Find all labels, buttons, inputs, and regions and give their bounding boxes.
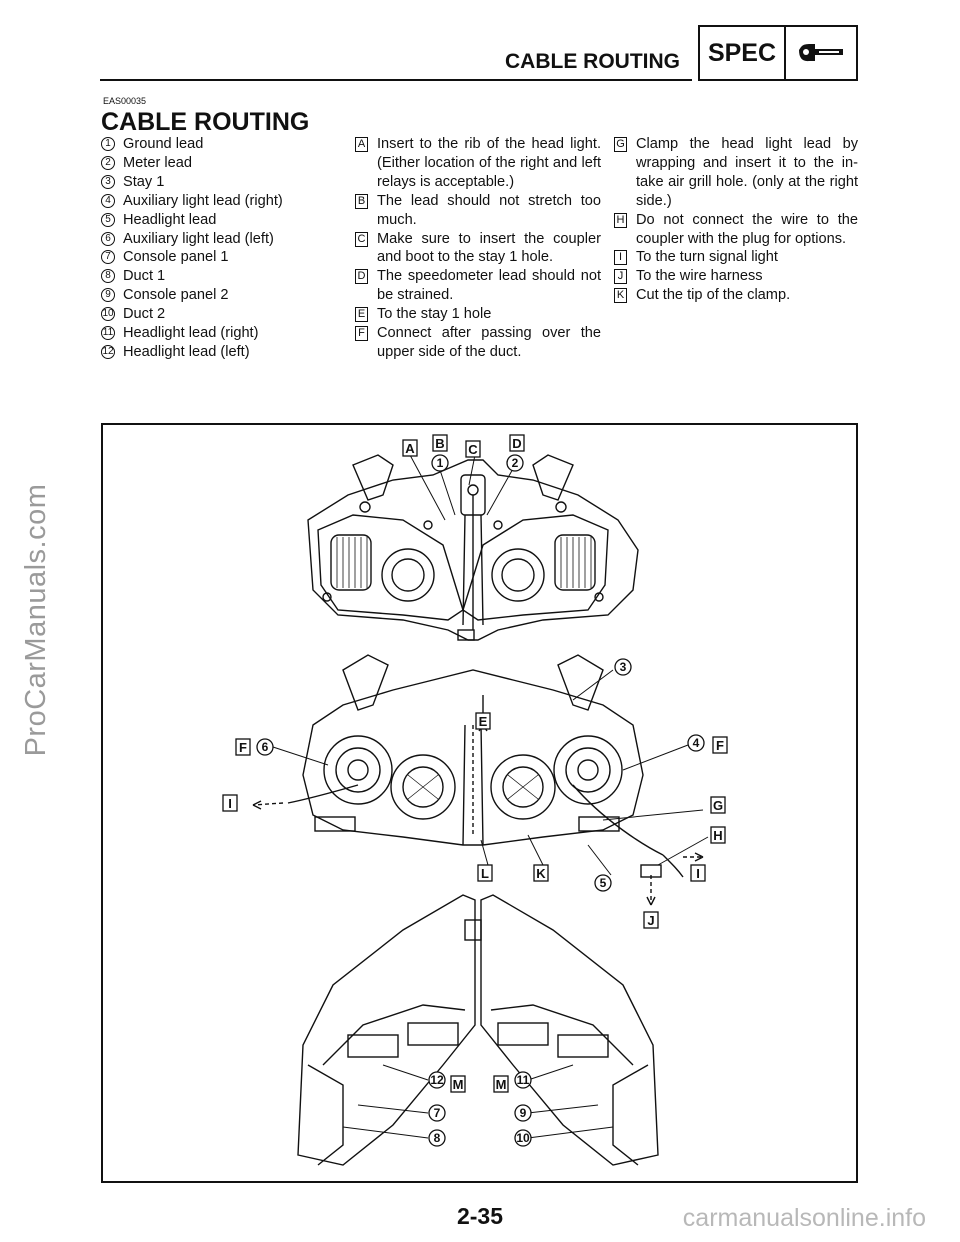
item-letter: E	[355, 307, 368, 322]
numbered-list	[101, 135, 331, 362]
spec-tab-label: SPEC	[700, 27, 786, 79]
callout-G: G	[712, 798, 724, 813]
callout-B: B	[435, 436, 445, 451]
item-text: Auxiliary light lead (right)	[123, 192, 283, 209]
list-item	[101, 173, 331, 192]
callout-D: D	[512, 436, 522, 451]
item-text: Insert to the rib of the head light. (Either location of the right and left relays is acceptable.)	[377, 136, 601, 190]
list-item	[101, 154, 331, 173]
callout-H: H	[713, 828, 723, 843]
item-text: To the turn signal light	[636, 249, 778, 266]
item-text: Headlight lead (right)	[123, 325, 259, 342]
item-text: Ground lead	[123, 136, 204, 152]
list-item	[101, 305, 331, 324]
callout-11: 11	[516, 1073, 530, 1087]
wrench-icon	[786, 27, 856, 79]
callout-12: 12	[430, 1073, 444, 1087]
callout-5: 5	[599, 876, 607, 890]
item-text: Console panel 1	[123, 249, 229, 266]
header-rule	[100, 79, 692, 81]
item-letter: I	[614, 250, 627, 265]
item-letter: D	[355, 269, 368, 284]
callout-3: 3	[619, 660, 627, 674]
list-item	[614, 267, 858, 286]
callout-10: 10	[516, 1131, 530, 1145]
callout-4: 4	[692, 736, 700, 750]
list-item	[355, 267, 601, 305]
callout-A: A	[405, 441, 415, 456]
document-code: EAS00035	[103, 96, 147, 106]
list-item	[355, 192, 601, 230]
section-tab	[698, 25, 858, 81]
item-text: Stay 1	[123, 173, 165, 190]
item-text: Headlight lead (left)	[123, 343, 250, 360]
callout-J: J	[647, 913, 655, 928]
item-number: 4	[101, 194, 115, 208]
callout-I-right: I	[696, 866, 700, 881]
item-letter: F	[355, 326, 368, 341]
page-number: 2-35	[456, 1203, 504, 1229]
callout-7: 7	[433, 1106, 441, 1120]
item-letter: K	[614, 288, 627, 303]
callout-L: L	[481, 866, 489, 881]
side-watermark: ProCarManuals.com	[20, 483, 52, 757]
list-item	[614, 135, 858, 211]
callout-M-left: M	[452, 1077, 464, 1092]
item-number: 8	[101, 269, 115, 283]
list-item	[614, 211, 858, 249]
item-text: Headlight lead	[123, 211, 217, 228]
item-text: Cut the tip of the clamp.	[636, 287, 791, 304]
header-title: CABLE ROUTING	[505, 50, 680, 73]
callout-C: C	[468, 442, 478, 457]
item-text: To the stay 1 hole	[377, 306, 492, 323]
item-number: 5	[101, 213, 115, 227]
list-item	[101, 267, 331, 286]
callout-6: 6	[261, 740, 269, 754]
item-text: Meter lead	[123, 154, 192, 171]
item-number: 3	[101, 175, 115, 189]
list-item	[101, 286, 331, 305]
item-number: 11	[102, 327, 114, 339]
item-text: To the wire harness	[636, 268, 763, 285]
item-letter: A	[355, 137, 368, 152]
item-number: 2	[101, 156, 115, 170]
item-letter: B	[355, 194, 368, 209]
list-item	[355, 305, 601, 324]
item-text: Do not connect the wire to the coupler with the plug for options.	[636, 211, 858, 247]
list-item	[101, 135, 331, 154]
item-text: The lead should not stretch too much.	[377, 192, 601, 228]
callout-F-left: F	[239, 740, 247, 755]
item-text: Duct 2	[123, 306, 166, 323]
callout-1: 1	[436, 456, 444, 470]
list-item	[101, 343, 331, 362]
callout-M-right: M	[495, 1077, 507, 1092]
item-number: 7	[101, 250, 115, 264]
item-letter: C	[355, 232, 368, 247]
callout-I-left: I	[228, 796, 232, 811]
list-item	[614, 286, 858, 305]
item-number: 12	[102, 345, 114, 357]
callout-8: 8	[433, 1131, 441, 1145]
callout-9: 9	[519, 1106, 527, 1120]
list-item	[101, 211, 331, 230]
item-text: Duct 1	[123, 268, 166, 285]
item-letter: G	[614, 137, 627, 152]
lettered-list-g-k	[614, 135, 858, 305]
item-number: 6	[101, 232, 115, 246]
list-item	[614, 248, 858, 267]
lettered-list-a-f	[355, 135, 601, 362]
list-item	[101, 248, 331, 267]
callout-K: K	[536, 866, 546, 881]
list-item	[101, 192, 331, 211]
list-item	[355, 230, 601, 268]
item-text: Clamp the head light lead by wrapping and insert it to the in-take air grill hole. (only at the right side.)	[636, 136, 858, 209]
list-item	[101, 324, 331, 343]
item-text: The speedometer lead should not be strained.	[377, 268, 601, 304]
item-number: 10	[102, 308, 114, 320]
item-text: Make sure to insert the coupler and boot to the stay 1 hole.	[377, 230, 601, 266]
cable-routing-diagram	[101, 423, 858, 1183]
item-letter: H	[614, 213, 627, 228]
callout-E: E	[478, 714, 488, 729]
item-text: Connect after passing over the upper side of the duct.	[377, 325, 601, 360]
bottom-watermark: carmanualsonline.info	[682, 1204, 926, 1232]
callout-2: 2	[511, 456, 519, 470]
item-number: 9	[101, 288, 115, 302]
section-title: CABLE ROUTING	[101, 108, 310, 136]
list-item	[101, 230, 331, 249]
list-item	[355, 324, 601, 362]
item-text: Console panel 2	[123, 287, 229, 304]
item-number: 1	[101, 137, 115, 151]
item-letter: J	[614, 269, 627, 284]
list-item	[355, 135, 601, 192]
item-text: Auxiliary light lead (left)	[123, 230, 274, 247]
callout-F-right: F	[716, 738, 724, 753]
